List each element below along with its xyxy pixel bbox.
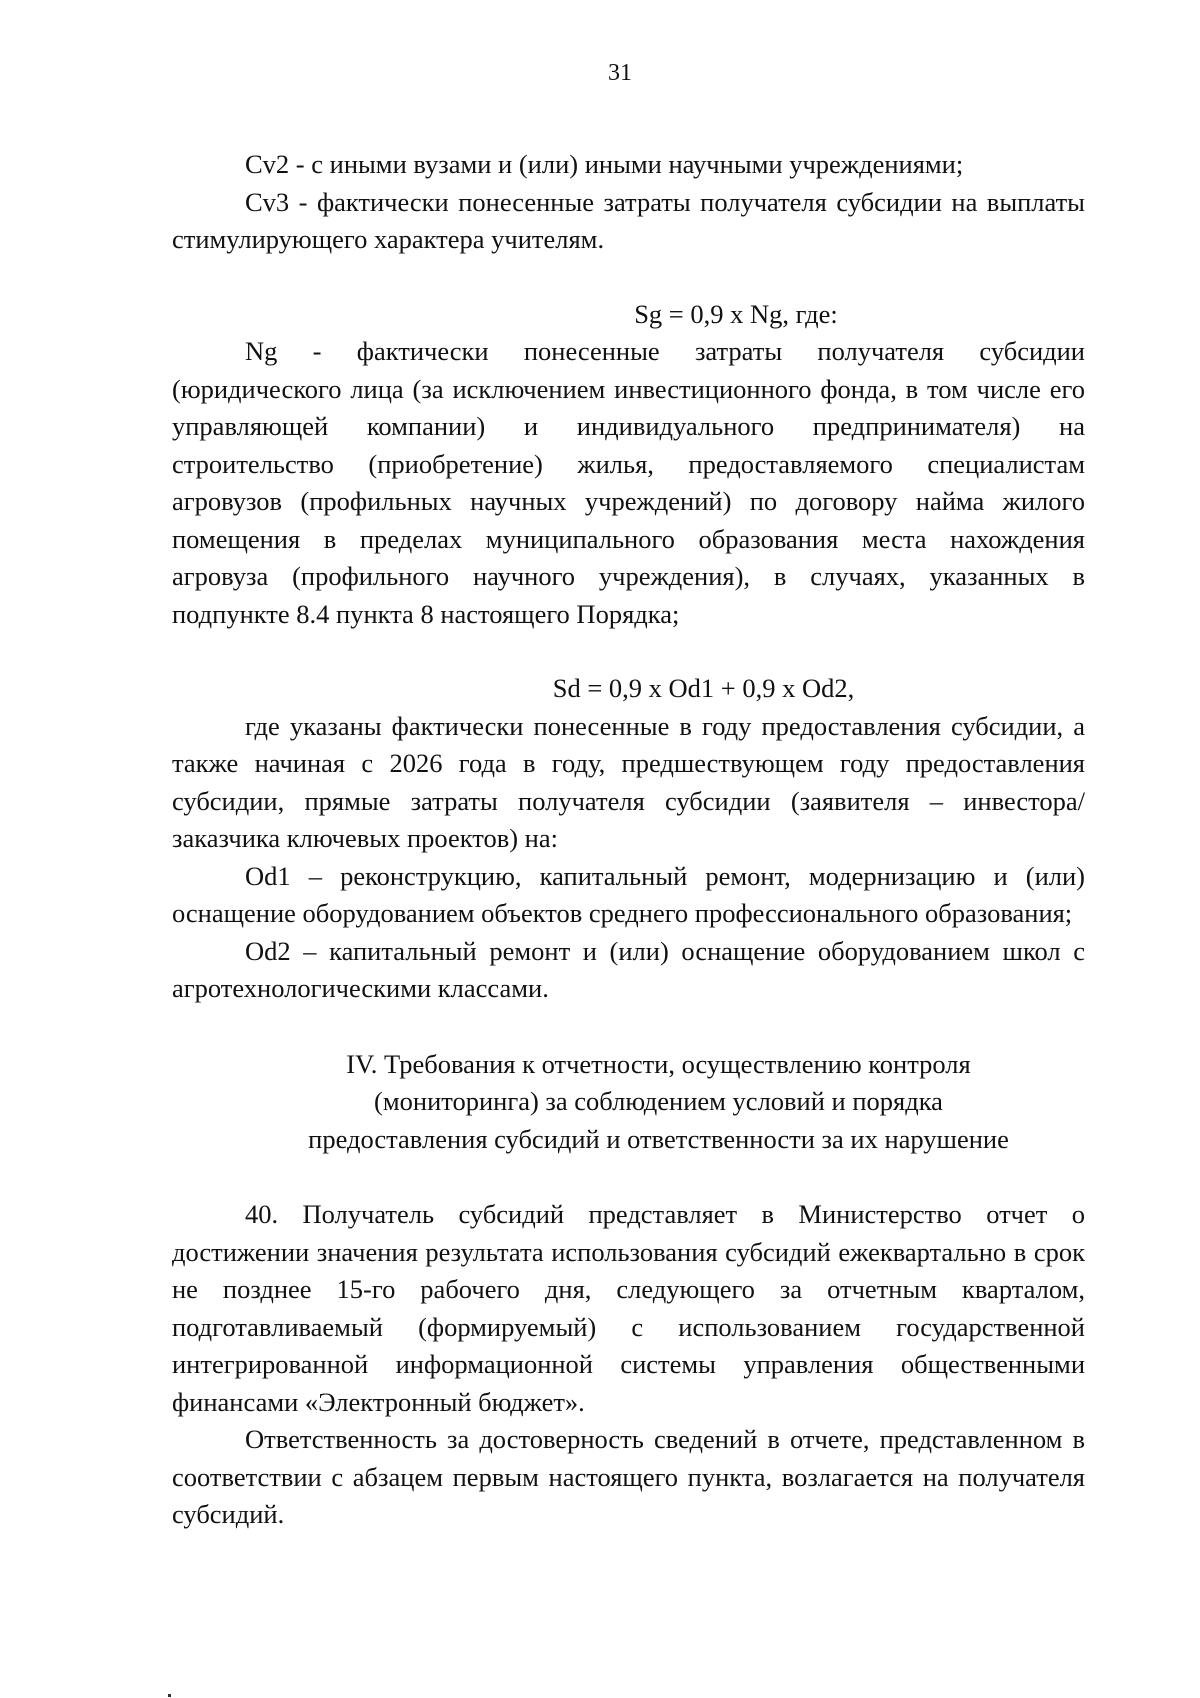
section-heading <box>172 1046 1085 1159</box>
paragraph-od1: Od1 – реконструкцию, капитальный ремонт, модернизацию и (или) оснащение оборудованием объектов среднего профессионального образования; <box>172 860 1085 928</box>
paragraph-ng: Ng - фактически понесенные затраты получателя субсидии (юридического лица (за исключением инвестиционного фонда, в том числе его управляющей компании) и индивидуального предпринимателя) на строительство (приобретение) жилья, предоставляемого специалистам агровузов (профильных научных учреждений) по договору найма жилого помещения в пределах муниципального образования места нахождения агровуза (профильного научного учреждения), в случаях, указанных в подпункте 8.4 пункта 8 настоящего Порядка; <box>172 336 1085 629</box>
section-heading-line: (мониторинга) за соблюдением условий и порядка <box>374 1086 943 1116</box>
page-number: 31 <box>608 60 632 86</box>
formula-sd: Sd = 0,9 x Od1 + 0,9 x Od2, <box>552 673 855 703</box>
formula-sg: Sg = 0,9 x Ng, где: <box>634 298 838 329</box>
paragraph-cv3: Cv3 - фактически понесенные затраты получателя субсидии на выплаты стимулирующего характера учителям. <box>172 186 1085 254</box>
paragraph-cv2: Cv2 - с иными вузами и (или) иными научными учреждениями; <box>245 149 964 179</box>
paragraph-sd-intro: где указаны фактически понесенные в году предоставления субсидии, а также начиная с 2026 года в году, предшествующем году предоставления субсидии, прямые затраты получателя субсидии (заявителя – инвестора/ заказчика ключевых проектов) на: <box>172 710 1085 853</box>
scan-dot <box>168 1694 171 1697</box>
section-heading-line: предоставления субсидий и ответственности за их нарушение <box>308 1123 1009 1154</box>
paragraph-od2: Od2 – капитальный ремонт и (или) оснащение оборудованием школ с агротехнологическими классами. <box>172 935 1085 1003</box>
paragraph-responsibility: Ответственность за достоверность сведений в отчете, представленном в соответствии с абзацем первым настоящего пункта, возлагается на получателя субсидий. <box>172 1424 1085 1529</box>
paragraph-40: 40. Получатель субсидий представляет в Министерство отчет о достижении значения результата использования субсидий ежеквартально в срок не позднее 15-го рабочего дня, следующего за отчетным кварталом, подготавливаемый (формируемый) с использованием государственной интегрированной информационной системы управления общественными финансами «Электронный бюджет». <box>172 1199 1085 1417</box>
document-body <box>172 146 1085 1534</box>
section-heading-line: IV. Требования к отчетности, осуществлению контроля <box>346 1048 971 1079</box>
